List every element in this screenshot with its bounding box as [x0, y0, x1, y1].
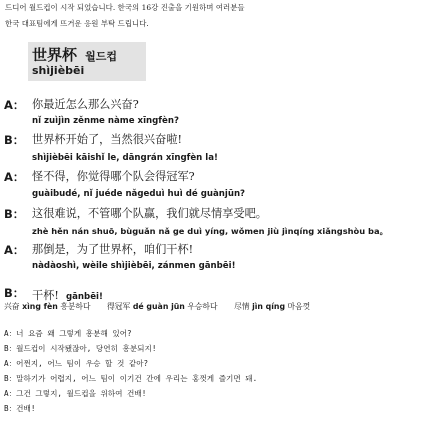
vocab-chinese: 兴奋 [4, 302, 20, 311]
vocab-korean: 우승하다 [187, 302, 218, 311]
title-korean: 월드컵 [85, 50, 117, 63]
vocab-chinese: 尽情 [233, 302, 250, 311]
vocab-korean: 마음껏 [287, 302, 311, 311]
translation-line: B：말하기가 어렵지, 어느 팀이 이기건 간에 우리는 홍껏게 즐기면 돼. [4, 374, 258, 383]
intro-line-1: 드디어 월드컵이 시작 되었습니다. 한국의 16강 진출을 기원하며 여러분들 [5, 3, 245, 12]
title-chinese: 世界杯 [32, 46, 78, 64]
vocab-pinyin: dé guàn jūn [132, 302, 185, 311]
dialogue-chinese: 你最近怎么那么兴奋? [32, 98, 139, 111]
page-title [32, 44, 117, 65]
dialogue-chinese: 这很难说，不管哪个队赢，我们就尽情享受吧。 [32, 207, 267, 220]
speaker-label: A： [4, 170, 25, 184]
vocab-pinyin: xìng fèn [22, 302, 58, 311]
vocabulary-row [4, 301, 310, 312]
dialogue-pinyin: guàibudé, nǐ juéde nǎgeduì huì dé guànjūn? [32, 189, 246, 199]
speaker-label: B： [4, 207, 25, 221]
speaker-label: A： [4, 243, 25, 257]
vocab-item [234, 302, 310, 311]
dialogue-chinese: 干杯! [32, 289, 59, 302]
dialogue-chinese: 世界杯开始了，当然很兴奋啦! [32, 133, 182, 146]
translation-line: A：어쩐지, 어느 팀이 우승 할 것 같아? [4, 359, 149, 368]
vocab-item [4, 302, 93, 311]
vocab-chinese: 得冠军 [106, 302, 131, 311]
dialogue-chinese: 那倒是，为了世界杯，咱们干杯! [32, 243, 194, 256]
dialogue-pinyin: zhè hěn nán shuō, bùguǎn nǎ ge duì yíng, wǒmen jiù jìnqíng xiǎngshòu ba。 [32, 226, 388, 236]
translation-line: A：너 요즘 왜 그렇게 흥분해 있어? [4, 329, 132, 338]
vocab-item [107, 302, 220, 311]
translation-line: B：건배! [4, 404, 36, 413]
speaker-label: A： [4, 98, 25, 112]
intro-line-2: 한국 대표팀에게 뜨거운 응원 부탁 드립니다. [5, 19, 149, 28]
speaker-label: B： [4, 133, 25, 147]
dialogue-pinyin: gānbēi! [65, 292, 103, 302]
translation-line: B：월드컵이 시작됐잖아, 당연히 흥분되지! [4, 344, 157, 353]
dialogue-pinyin: nǐ zuìjìn zěnme nàme xīngfèn? [32, 116, 179, 126]
vocab-pinyin: jìn qíng [252, 302, 286, 311]
dialogue-chinese: 怪不得，你觉得哪个队会得冠军? [32, 170, 195, 183]
speaker-label: B： [4, 286, 25, 300]
dialogue-pinyin: shìjièbēi kāishǐ le, dāngrán xīngfèn la! [32, 153, 218, 163]
dialogue-pinyin: nàdàoshì, wèile shìjièbēi, zánmen gānbēi! [32, 261, 236, 271]
title-pinyin: shìjièbēi [32, 64, 85, 77]
translation-line: A：그건 그렇지, 월드컵을 위하여 건배! [4, 389, 147, 398]
vocab-korean: 흥분하다 [60, 302, 91, 311]
